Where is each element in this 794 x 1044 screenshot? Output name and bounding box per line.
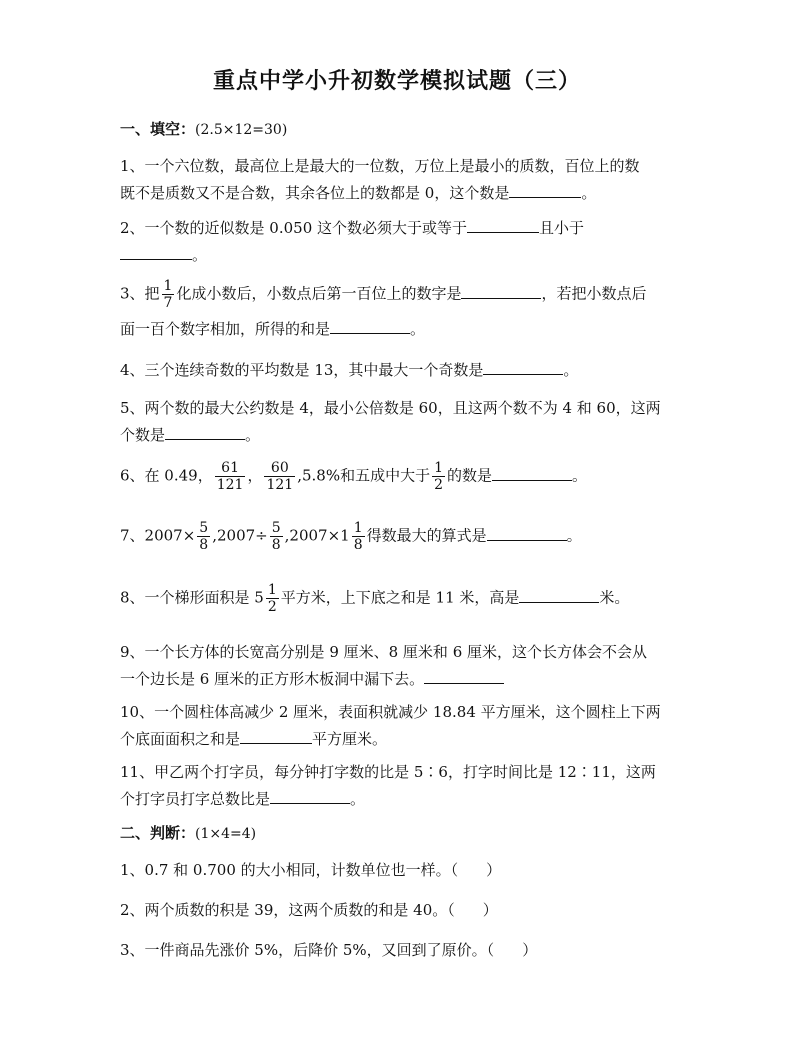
q8-answer-blank[interactable] [519,584,599,603]
section1-score: (2.5×12=30) [195,122,288,138]
q3-frac-num: 1 [163,278,173,294]
judge3-text: 3、一件商品先涨价 5%，后降价 5%，又回到了原价。（ [120,941,495,959]
q6-text-a: 6、在 0.49， [120,466,213,485]
q2-end: 。 [192,246,208,264]
question-1-4 [120,356,578,383]
question-1-3 [120,278,647,342]
question-1-1 [120,154,640,206]
q8-f-num: 1 [267,582,277,598]
judge-question-1 [120,858,501,883]
q8-text-b: 平方米，上下底之和是 11 米，高是 [280,588,520,607]
q2-text-b: 且小于 [539,219,585,237]
q7-fraction-1 [197,520,210,553]
section2-heading [120,822,256,843]
question-1-6 [120,460,587,493]
judge2-close: ） [482,901,498,919]
q11-line2 [120,785,656,812]
judge-question-2 [120,898,498,923]
q5-text: 个数是 [120,426,166,444]
judge1-text: 1、0.7 和 0.700 的大小相同，计数单位也一样。（ [120,861,459,879]
q3-fraction [162,278,175,311]
q7-f2-den: 8 [271,537,281,553]
q3-text-b: 化成小数后，小数点后第一百位上的数字是 [176,284,462,303]
q7-f2-num: 5 [271,520,281,536]
question-1-2 [120,214,584,268]
q3-end: 。 [410,320,426,338]
q6-fraction-3 [432,460,445,493]
q10-answer-blank[interactable] [240,725,312,744]
question-1-7 [120,520,582,553]
page-title: 重点中学小升初数学模拟试题（三） [212,68,581,94]
q1-text: 既不是质数又不是合数，其余各位上的数都是 0，这个数是 [120,184,510,202]
q7-f3-num: 1 [353,520,363,536]
q5-answer-blank[interactable] [165,421,245,440]
q5-line2 [120,421,661,448]
q2-answer-blank-1[interactable] [467,214,539,233]
q8-fraction [266,582,279,615]
question-1-5 [120,396,661,448]
q6-f2-den: 121 [266,477,294,493]
q11-text: 个打字员打字总数比是 [120,790,271,808]
q7-text-c: ,2007×1 [284,526,350,545]
q11-line1: 11、甲乙两个打字员，每分钟打字数的比是 5∶6，打字时间比是 12∶11，这两 [120,763,656,781]
q6-f1-den: 121 [216,477,244,493]
q7-text-d: 得数最大的算式是 [366,526,487,545]
q8-f-den: 2 [267,599,277,615]
q1-line2 [120,179,640,206]
q7-f3-den: 8 [353,537,363,553]
q6-sep: ， [247,466,263,485]
q6-text-c: 的数是 [447,466,493,485]
q8-end: 米。 [599,588,630,607]
section1-title: 一、填空： [120,120,196,138]
q10-line2 [120,725,661,752]
q2-answer-blank-2[interactable] [120,241,192,260]
section2-score: (1×4=4) [195,826,257,842]
judge-question-3 [120,938,537,963]
q10-end: 平方厘米。 [312,730,388,748]
q6-text-b: ,5.8%和五成中大于 [297,466,431,485]
judge3-close: ） [522,941,538,959]
q6-fraction-1 [215,460,246,493]
question-1-10 [120,700,661,752]
q10-text: 个底面面积之和是 [120,730,241,748]
q9-line1: 9、一个长方体的长宽高分别是 9 厘米、8 厘米和 6 厘米，这个长方体会不会从 [120,643,648,661]
judge2-text: 2、两个质数的积是 39，这两个质数的和是 40。（ [120,901,455,919]
q4-end: 。 [563,361,579,379]
q3-text-a: 3、把 [120,284,160,303]
q3-answer-blank-2[interactable] [330,315,410,334]
q3-text-d: 面一百个数字相加，所得的和是 [120,320,331,338]
question-1-11 [120,760,656,812]
q9-line2 [120,665,647,692]
q6-fraction-2 [264,460,295,493]
q3-line1 [120,278,647,311]
q3-answer-blank-1[interactable] [461,280,541,299]
question-1-9 [120,640,647,692]
q7-end: 。 [566,526,582,545]
judge1-close: ） [486,861,502,879]
q7-fraction-2 [270,520,283,553]
q9-text: 一个边长是 6 厘米的正方形木板洞中漏下去。 [120,670,425,688]
section2-title: 二、判断： [120,824,196,842]
q5-line1: 5、两个数的最大公约数是 4，最小公倍数是 60，且这两个数不为 4 和 60，这两 [120,399,661,417]
question-1-8 [120,582,629,615]
q7-answer-blank[interactable] [487,522,567,541]
section1-heading [120,118,287,139]
q3-frac-den: 7 [163,295,173,311]
q6-f2-num: 60 [270,460,289,476]
q4-text: 4、三个连续奇数的平均数是 13，其中最大一个奇数是 [120,361,484,379]
q1-line1: 1、一个六位数，最高位上是最大的一位数，万位上是最小的质数，百位上的数 [120,157,640,175]
q1-end: 。 [581,184,597,202]
q1-answer-blank[interactable] [509,179,581,198]
q3-text-c: ，若把小数点后 [541,284,647,303]
q4-answer-blank[interactable] [483,356,563,375]
q2-line2 [120,241,584,268]
q9-answer-blank[interactable] [424,665,504,684]
q6-answer-blank[interactable] [492,462,572,481]
q2-text: 2、一个数的近似数是 0.050 这个数必须大于或等于 [120,219,468,237]
q8-text-a: 8、一个梯形面积是 5 [120,588,264,607]
q2-line1 [120,214,584,241]
q6-f3-den: 2 [434,477,444,493]
q7-text-a: 7、2007× [120,526,196,545]
q7-text-b: ,2007÷ [212,526,268,545]
q10-line1: 10、一个圆柱体高减少 2 厘米，表面积就减少 18.84 平方厘米，这个圆柱上下两 [120,703,661,721]
q5-end: 。 [245,426,261,444]
q11-answer-blank[interactable] [270,785,350,804]
q11-end: 。 [350,790,366,808]
q6-end: 。 [572,466,588,485]
q6-f1-num: 61 [221,460,239,476]
q7-f1-den: 8 [199,537,209,553]
q7-fraction-3 [352,520,365,553]
q3-line2 [120,315,647,342]
q6-f3-num: 1 [434,460,444,476]
q7-f1-num: 5 [199,520,209,536]
